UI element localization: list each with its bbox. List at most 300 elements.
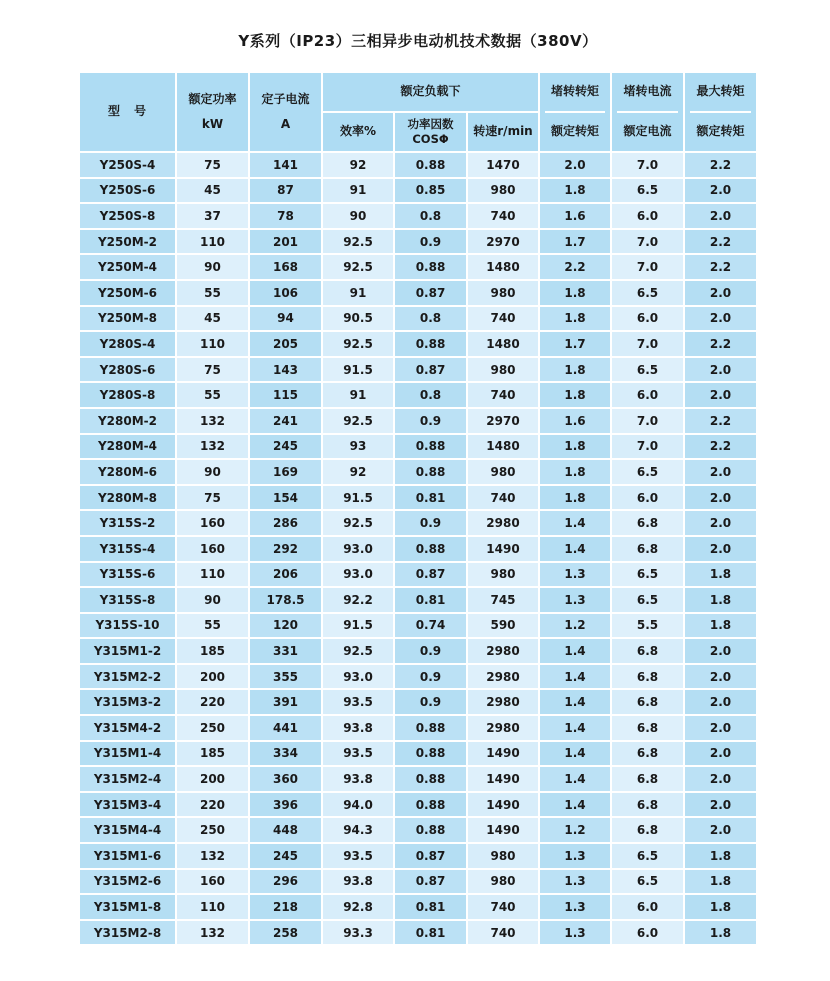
value-cell: 185 [177,639,248,663]
value-cell: 91 [323,281,393,305]
value-cell: 448 [250,818,321,842]
value-cell: 106 [250,281,321,305]
header-speed: 转速r/min [468,113,538,151]
value-cell: 2.0 [685,767,756,791]
table-row [80,153,756,177]
value-cell: 90 [177,255,248,279]
value-cell: 258 [250,921,321,945]
value-cell: 75 [177,486,248,510]
table-row [80,716,756,740]
value-cell: 360 [250,767,321,791]
value-cell: 2.2 [685,230,756,254]
model-cell: Y250M-4 [80,255,175,279]
model-cell: Y250M-6 [80,281,175,305]
value-cell: 980 [468,870,538,894]
value-cell: 980 [468,179,538,203]
table-row [80,332,756,356]
value-cell: 740 [468,921,538,945]
value-cell: 241 [250,409,321,433]
value-cell: 0.9 [395,665,466,689]
value-cell: 110 [177,563,248,587]
value-cell: 2.0 [685,204,756,228]
value-cell: 6.5 [612,563,683,587]
table-header [80,73,756,151]
value-cell: 0.87 [395,844,466,868]
value-cell: 6.5 [612,588,683,612]
value-cell: 6.8 [612,690,683,714]
value-cell: 0.88 [395,537,466,561]
value-cell: 1.8 [685,921,756,945]
value-cell: 355 [250,665,321,689]
value-cell: 250 [177,716,248,740]
value-cell: 6.5 [612,281,683,305]
value-cell: 37 [177,204,248,228]
value-cell: 6.8 [612,511,683,535]
value-cell: 245 [250,435,321,459]
value-cell: 1.4 [540,767,610,791]
model-cell: Y280M-2 [80,409,175,433]
value-cell: 94.0 [323,793,393,817]
value-cell: 1.8 [540,383,610,407]
value-cell: 55 [177,383,248,407]
value-cell: 740 [468,383,538,407]
value-cell: 7.0 [612,255,683,279]
value-cell: 1.4 [540,690,610,714]
value-cell: 0.9 [395,230,466,254]
value-cell: 740 [468,895,538,919]
value-cell: 206 [250,563,321,587]
model-cell: Y315M4-2 [80,716,175,740]
value-cell: 0.9 [395,639,466,663]
value-cell: 7.0 [612,409,683,433]
motor-data-table [80,73,756,944]
value-cell: 1.4 [540,639,610,663]
value-cell: 94 [250,307,321,331]
value-cell: 55 [177,614,248,638]
value-cell: 2970 [468,230,538,254]
value-cell: 1490 [468,818,538,842]
value-cell: 93.8 [323,870,393,894]
value-cell: 87 [250,179,321,203]
value-cell: 90 [177,460,248,484]
value-cell: 2.0 [685,486,756,510]
value-cell: 93.5 [323,844,393,868]
value-cell: 75 [177,153,248,177]
value-cell: 93.8 [323,767,393,791]
value-cell: 2.2 [685,332,756,356]
value-cell: 132 [177,844,248,868]
value-cell: 2.0 [685,460,756,484]
value-cell: 92.5 [323,639,393,663]
value-cell: 0.88 [395,153,466,177]
value-cell: 115 [250,383,321,407]
table-row [80,435,756,459]
value-cell: 92.8 [323,895,393,919]
model-cell: Y315M2-6 [80,870,175,894]
value-cell: 205 [250,332,321,356]
value-cell: 2970 [468,409,538,433]
value-cell: 1.4 [540,742,610,766]
value-cell: 2980 [468,511,538,535]
table-row [80,307,756,331]
value-cell: 740 [468,307,538,331]
value-cell: 178.5 [250,588,321,612]
value-cell: 7.0 [612,435,683,459]
value-cell: 1.4 [540,511,610,535]
value-cell: 2.0 [685,742,756,766]
value-cell: 0.9 [395,511,466,535]
value-cell: 6.5 [612,358,683,382]
value-cell: 93.0 [323,563,393,587]
value-cell: 2.2 [685,435,756,459]
model-cell: Y280M-6 [80,460,175,484]
value-cell: 1.8 [540,460,610,484]
value-cell: 1.4 [540,537,610,561]
value-cell: 2.0 [685,639,756,663]
value-cell: 1.8 [685,563,756,587]
value-cell: 2.2 [540,255,610,279]
table-row [80,793,756,817]
table-row [80,665,756,689]
table-row [80,844,756,868]
header-locked-current-denominator: 额定电流 [623,124,672,139]
value-cell: 92.5 [323,230,393,254]
value-cell: 201 [250,230,321,254]
value-cell: 1490 [468,537,538,561]
value-cell: 1.3 [540,921,610,945]
value-cell: 6.8 [612,793,683,817]
model-cell: Y280M-8 [80,486,175,510]
model-cell: Y315M1-4 [80,742,175,766]
value-cell: 1.4 [540,665,610,689]
value-cell: 2.2 [685,255,756,279]
model-cell: Y250S-4 [80,153,175,177]
model-cell: Y315M1-6 [80,844,175,868]
model-cell: Y315S-2 [80,511,175,535]
value-cell: 334 [250,742,321,766]
model-cell: Y250S-8 [80,204,175,228]
model-cell: Y280S-8 [80,383,175,407]
value-cell: 2980 [468,665,538,689]
value-cell: 92.5 [323,332,393,356]
table-row [80,639,756,663]
value-cell: 980 [468,844,538,868]
value-cell: 6.0 [612,204,683,228]
value-cell: 6.8 [612,742,683,766]
value-cell: 980 [468,281,538,305]
table-row [80,255,756,279]
model-cell: Y315S-6 [80,563,175,587]
value-cell: 6.8 [612,639,683,663]
value-cell: 2.0 [685,307,756,331]
value-cell: 0.88 [395,460,466,484]
value-cell: 0.8 [395,307,466,331]
value-cell: 1.7 [540,230,610,254]
value-cell: 1.8 [540,307,610,331]
value-cell: 1480 [468,255,538,279]
table-row [80,818,756,842]
header-stator-current-label: 定子电流 [261,91,310,106]
value-cell: 6.8 [612,767,683,791]
value-cell: 185 [177,742,248,766]
model-cell: Y315M4-4 [80,818,175,842]
value-cell: 1.8 [540,179,610,203]
value-cell: 1.8 [685,844,756,868]
value-cell: 143 [250,358,321,382]
value-cell: 93.5 [323,690,393,714]
value-cell: 296 [250,870,321,894]
value-cell: 6.0 [612,486,683,510]
value-cell: 740 [468,486,538,510]
model-cell: Y315S-10 [80,614,175,638]
value-cell: 1.8 [540,281,610,305]
model-cell: Y315M1-8 [80,895,175,919]
table-row [80,742,756,766]
value-cell: 132 [177,921,248,945]
value-cell: 90 [177,588,248,612]
value-cell: 1.6 [540,204,610,228]
value-cell: 160 [177,870,248,894]
value-cell: 740 [468,204,538,228]
value-cell: 0.81 [395,588,466,612]
value-cell: 0.9 [395,690,466,714]
model-cell: Y315S-4 [80,537,175,561]
table-row [80,358,756,382]
value-cell: 218 [250,895,321,919]
value-cell: 2.0 [685,665,756,689]
value-cell: 1.6 [540,409,610,433]
value-cell: 0.88 [395,767,466,791]
value-cell: 93.0 [323,665,393,689]
table-row [80,563,756,587]
table-row [80,281,756,305]
table-row [80,409,756,433]
table-row [80,486,756,510]
value-cell: 441 [250,716,321,740]
value-cell: 110 [177,230,248,254]
table-row [80,383,756,407]
header-rated-power-label: 额定功率 [188,91,237,106]
value-cell: 1.4 [540,793,610,817]
value-cell: 0.88 [395,818,466,842]
table-row [80,921,756,945]
value-cell: 92.5 [323,255,393,279]
value-cell: 1.2 [540,818,610,842]
header-locked-torque-denominator: 额定转矩 [550,124,599,139]
value-cell: 245 [250,844,321,868]
header-locked-torque-ratio [540,73,610,151]
value-cell: 0.81 [395,486,466,510]
header-power-factor-symbol: COSΦ [412,131,449,146]
value-cell: 1.8 [685,870,756,894]
value-cell: 154 [250,486,321,510]
value-cell: 2980 [468,690,538,714]
value-cell: 6.8 [612,818,683,842]
value-cell: 91.5 [323,614,393,638]
value-cell: 980 [468,358,538,382]
table-row [80,614,756,638]
value-cell: 6.0 [612,383,683,407]
value-cell: 6.0 [612,895,683,919]
value-cell: 168 [250,255,321,279]
table-row [80,230,756,254]
value-cell: 0.88 [395,716,466,740]
value-cell: 93.5 [323,742,393,766]
table-row [80,460,756,484]
value-cell: 6.0 [612,921,683,945]
model-cell: Y315M1-2 [80,639,175,663]
model-cell: Y315M3-4 [80,793,175,817]
value-cell: 2.0 [685,793,756,817]
header-rated-power-unit: kW [201,116,224,131]
value-cell: 1.8 [540,486,610,510]
value-cell: 1.7 [540,332,610,356]
value-cell: 2.2 [685,409,756,433]
header-power-factor [395,113,466,151]
value-cell: 0.81 [395,895,466,919]
value-cell: 980 [468,460,538,484]
value-cell: 91.5 [323,358,393,382]
value-cell: 45 [177,179,248,203]
model-cell: Y250M-2 [80,230,175,254]
value-cell: 0.81 [395,921,466,945]
value-cell: 92.5 [323,511,393,535]
value-cell: 220 [177,690,248,714]
value-cell: 92 [323,460,393,484]
value-cell: 92.2 [323,588,393,612]
value-cell: 160 [177,511,248,535]
value-cell: 1.8 [685,614,756,638]
value-cell: 331 [250,639,321,663]
value-cell: 91.5 [323,486,393,510]
value-cell: 220 [177,793,248,817]
value-cell: 2.0 [685,716,756,740]
table-row [80,767,756,791]
value-cell: 1.8 [685,895,756,919]
header-power-factor-label: 功率因数 [407,117,454,132]
value-cell: 2.0 [685,690,756,714]
value-cell: 92 [323,153,393,177]
table-body [80,153,756,944]
value-cell: 120 [250,614,321,638]
table-row [80,895,756,919]
header-model: 型 号 [80,73,175,151]
value-cell: 6.5 [612,844,683,868]
value-cell: 6.8 [612,665,683,689]
value-cell: 110 [177,332,248,356]
model-cell: Y315M3-2 [80,690,175,714]
value-cell: 160 [177,537,248,561]
value-cell: 2980 [468,639,538,663]
table-row [80,179,756,203]
header-rated-power [177,73,248,151]
value-cell: 0.87 [395,563,466,587]
value-cell: 1.3 [540,895,610,919]
value-cell: 90.5 [323,307,393,331]
value-cell: 292 [250,537,321,561]
value-cell: 2.0 [685,383,756,407]
value-cell: 1.3 [540,588,610,612]
header-stator-current [250,73,321,151]
value-cell: 2.0 [685,511,756,535]
value-cell: 0.88 [395,742,466,766]
value-cell: 1470 [468,153,538,177]
table-row [80,690,756,714]
value-cell: 0.87 [395,281,466,305]
value-cell: 132 [177,435,248,459]
value-cell: 94.3 [323,818,393,842]
value-cell: 286 [250,511,321,535]
value-cell: 0.87 [395,870,466,894]
value-cell: 1.2 [540,614,610,638]
value-cell: 93 [323,435,393,459]
value-cell: 5.5 [612,614,683,638]
header-stator-current-unit: A [280,116,291,131]
value-cell: 0.88 [395,793,466,817]
header-max-torque-denominator: 额定转矩 [696,124,745,139]
model-cell: Y315M2-2 [80,665,175,689]
model-cell: Y280S-6 [80,358,175,382]
model-cell: Y280S-4 [80,332,175,356]
value-cell: 200 [177,767,248,791]
value-cell: 78 [250,204,321,228]
value-cell: 7.0 [612,332,683,356]
value-cell: 0.88 [395,255,466,279]
table-row [80,511,756,535]
header-locked-current-numerator: 堵转电流 [623,84,672,99]
header-efficiency: 效率% [323,113,393,151]
value-cell: 1.8 [540,358,610,382]
model-cell: Y315M2-8 [80,921,175,945]
value-cell: 141 [250,153,321,177]
value-cell: 0.8 [395,383,466,407]
value-cell: 391 [250,690,321,714]
value-cell: 93.8 [323,716,393,740]
value-cell: 0.85 [395,179,466,203]
value-cell: 2.0 [685,281,756,305]
value-cell: 2.0 [540,153,610,177]
value-cell: 92.5 [323,409,393,433]
value-cell: 6.5 [612,179,683,203]
value-cell: 110 [177,895,248,919]
value-cell: 0.88 [395,332,466,356]
value-cell: 2.0 [685,179,756,203]
table-row [80,537,756,561]
value-cell: 91 [323,179,393,203]
value-cell: 396 [250,793,321,817]
header-max-torque-ratio [685,73,756,151]
value-cell: 980 [468,563,538,587]
model-cell: Y315M2-4 [80,767,175,791]
value-cell: 0.87 [395,358,466,382]
model-cell: Y315S-8 [80,588,175,612]
value-cell: 200 [177,665,248,689]
header-locked-torque-numerator: 堵转转矩 [550,84,599,99]
value-cell: 6.5 [612,460,683,484]
value-cell: 250 [177,818,248,842]
value-cell: 1.4 [540,716,610,740]
value-cell: 90 [323,204,393,228]
value-cell: 169 [250,460,321,484]
value-cell: 1.3 [540,844,610,868]
value-cell: 1.8 [540,435,610,459]
value-cell: 2.2 [685,153,756,177]
value-cell: 6.8 [612,537,683,561]
value-cell: 2.0 [685,818,756,842]
value-cell: 1.3 [540,870,610,894]
value-cell: 1480 [468,435,538,459]
value-cell: 1490 [468,742,538,766]
